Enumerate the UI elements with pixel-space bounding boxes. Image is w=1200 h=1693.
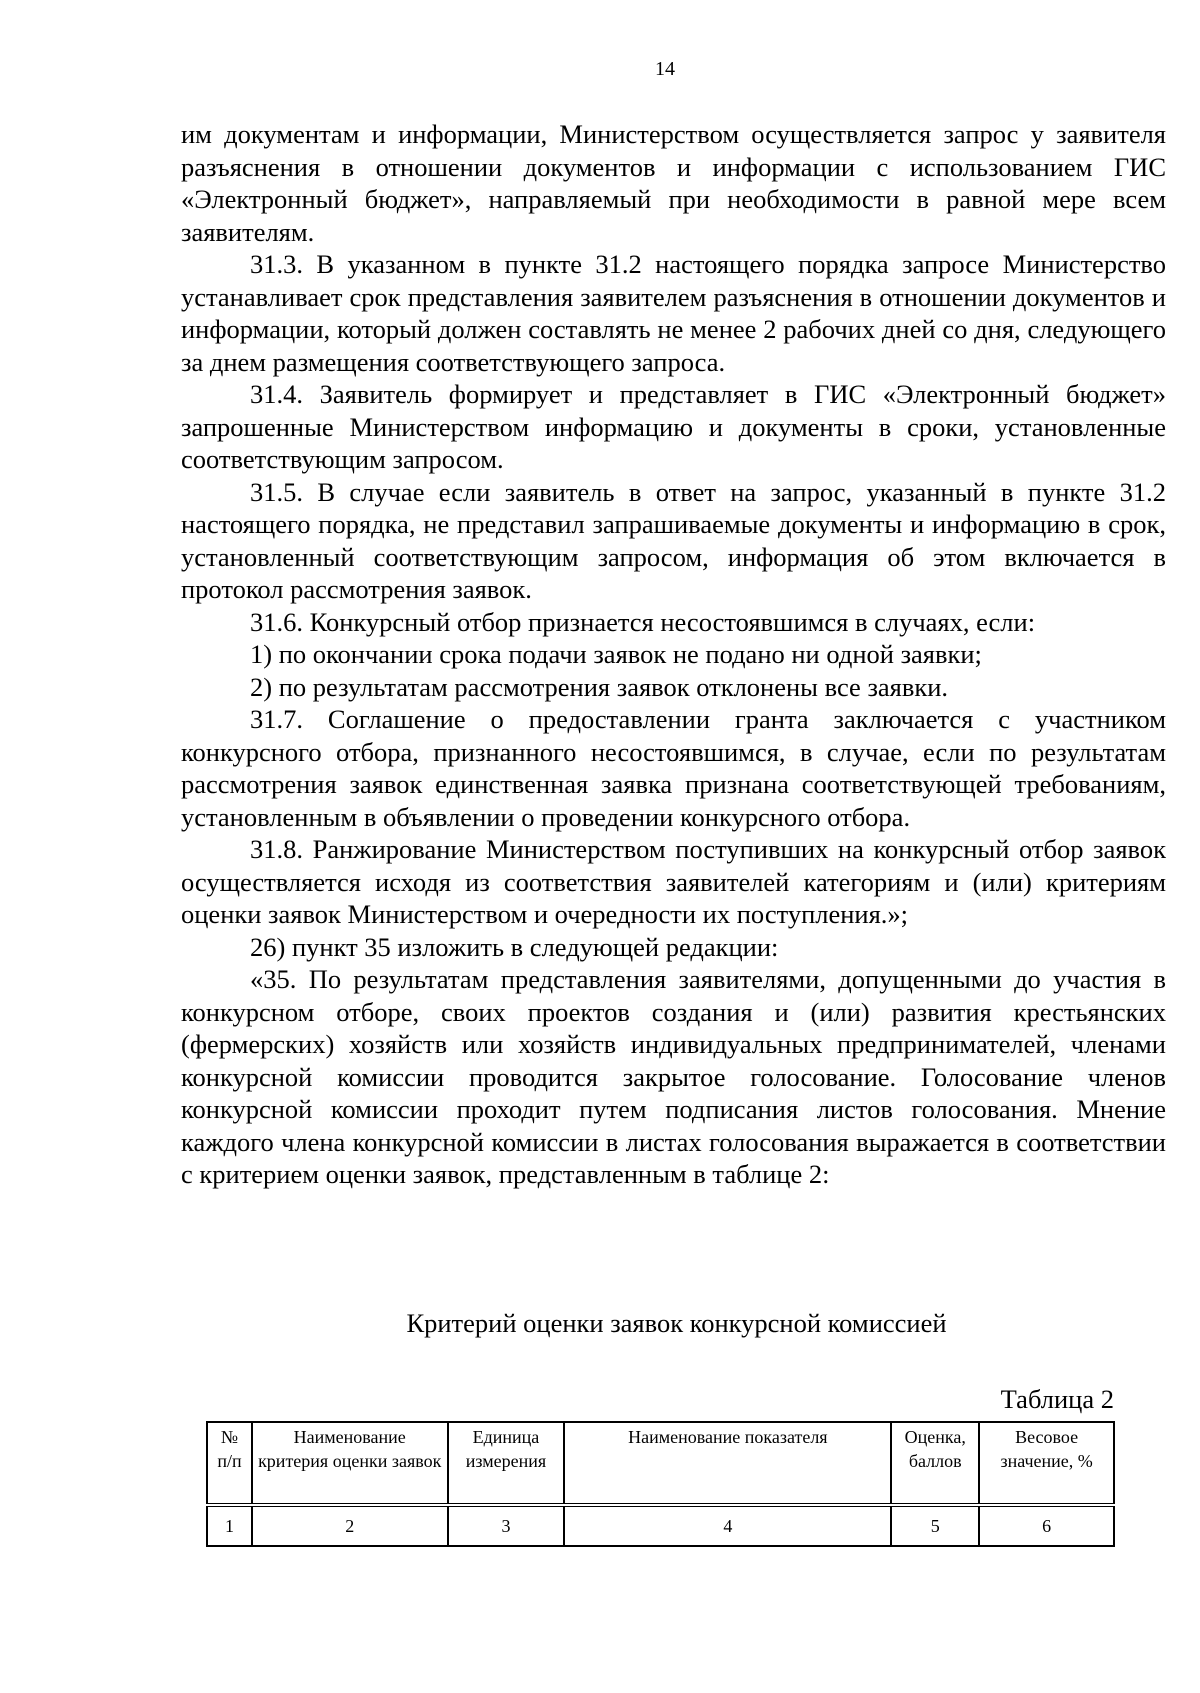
- page-number: 14: [655, 58, 675, 80]
- header-cell-weight: Весовое значение, %: [979, 1422, 1114, 1505]
- paragraph-31-5: 31.5. В случае если заявитель в ответ на запрос, указанный в пункте 31.2 настоящего порядка, не представил запрашиваемые документы и информацию в срок, установленный соответствующим запросом, информация об этом включается в протокол рассмотрения заявок.: [181, 476, 1166, 604]
- paragraph-31-6-item-1: 1) по окончании срока подачи заявок не подано ни одной заявки;: [250, 639, 982, 669]
- header-cell-score: Оценка, баллов: [891, 1422, 979, 1505]
- paragraph-31-6: 31.6. Конкурсный отбор признается несостоявшимся в случаях, если:: [250, 606, 1036, 637]
- column-number-cell: 4: [564, 1505, 891, 1546]
- header-cell-number: № п/п: [207, 1422, 252, 1505]
- table-label: Таблица 2: [1000, 1384, 1114, 1414]
- table-caption: Критерий оценки заявок конкурсной комиссией: [406, 1308, 947, 1338]
- paragraph-31-7: 31.7. Соглашение о предоставлении гранта заключается с участником конкурсного отбора, признанного несостоявшимся, в случае, если по результатам рассмотрения заявок единственная заявка признана соответствующей требованиям, установленным в объявлении о проведении конкурсного отбора.: [181, 704, 1166, 832]
- paragraph-31-3: 31.3. В указанном в пункте 31.2 настоящего порядка запросе Министерство устанавливает срок представления заявителем разъяснения в отношении документов и информации, который должен составлять не менее 2 рабочих дней со дня, следующего за днем размещения соответствующего запроса.: [181, 249, 1166, 377]
- header-cell-indicator-name: Наименование показателя: [564, 1422, 891, 1505]
- table-header-row: [207, 1422, 1114, 1505]
- criteria-table: [206, 1421, 1115, 1547]
- paragraph-31-4: 31.4. Заявитель формирует и представляет в ГИС «Электронный бюджет» запрошенные Министерством информацию и документы в сроки, установленные соответствующим запросом.: [181, 379, 1166, 474]
- paragraph-31-6-item-2: 2) по результатам рассмотрения заявок отклонены все заявки.: [250, 671, 949, 702]
- column-number-cell: 5: [891, 1505, 979, 1546]
- paragraph-35: «35. По результатам представления заявителями, допущенными до участия в конкурсном отборе, своих проектов создания и (или) развития крестьянских (фермерских) хозяйств или хозяйств индивидуальных предпринимателей, членами конкурсной комиссии проводится закрытое голосование. Голосование членов конкурсной комиссии проходит путем подписания листов голосования. Мнение каждого члена конкурсной комиссии в листах голосования выражается в соответствии с критерием оценки заявок, представленным в таблице 2:: [181, 964, 1166, 1189]
- column-number-cell: 6: [979, 1505, 1114, 1546]
- header-cell-criterion-name: Наименование критерия оценки заявок: [252, 1422, 448, 1505]
- paragraph-31-8: 31.8. Ранжирование Министерством поступивших на конкурсный отбор заявок осуществляется исходя из соответствия заявителей категориям и (или) критериям оценки заявок Министерством и очередности их поступления.»;: [181, 834, 1166, 929]
- column-number-cell: 1: [207, 1505, 252, 1546]
- paragraph-continuation: им документам и информации, Министерством осуществляется запрос у заявителя разъяснения в отношении документов и информации с использованием ГИС «Электронный бюджет», направляемый при необходимости в равной мере всем заявителям.: [181, 119, 1166, 247]
- column-number-cell: 3: [448, 1505, 565, 1546]
- table-row: [207, 1505, 1114, 1546]
- header-cell-unit: Единица измерения: [448, 1422, 565, 1505]
- paragraph-item-26: 26) пункт 35 изложить в следующей редакции:: [250, 931, 779, 962]
- document-body: [181, 118, 1166, 1191]
- column-number-cell: 2: [252, 1505, 448, 1546]
